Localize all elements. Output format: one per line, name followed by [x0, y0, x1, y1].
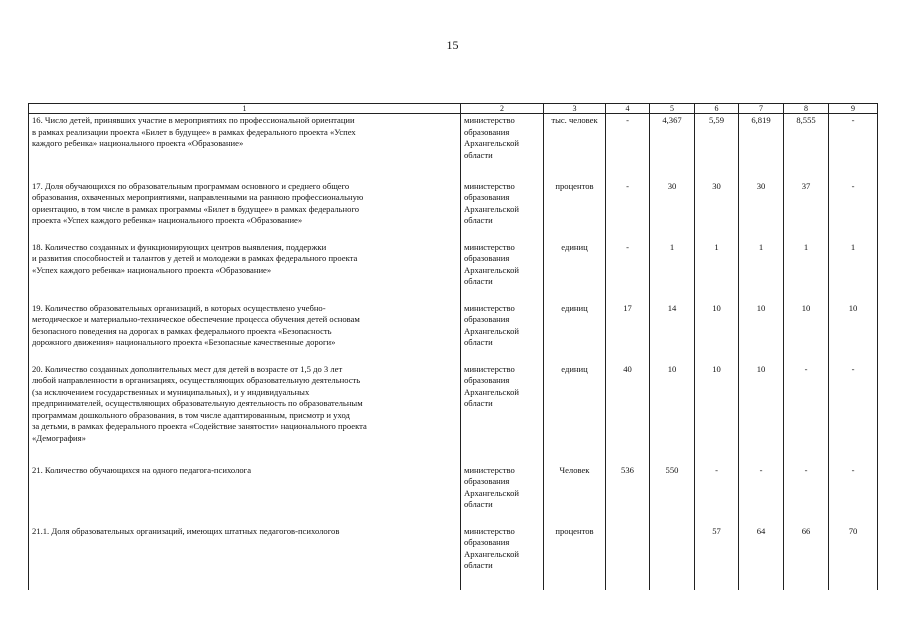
column-header: 1 [29, 104, 461, 114]
column-header: 3 [544, 104, 606, 114]
value-cell: 6,819 [739, 114, 784, 175]
value-cell: 10 [650, 358, 695, 459]
responsible-ministry-cell: министерство образования Архангельской области [461, 114, 544, 175]
value-cell: 40 [606, 358, 650, 459]
value-cell: 64 [739, 520, 784, 590]
responsible-ministry-cell: министерство образования Архангельской области [461, 358, 544, 459]
table-header-row [29, 104, 878, 114]
table-row [29, 520, 878, 590]
table-body [29, 104, 878, 590]
indicator-name-cell: 19. Количество образовательных организаций, в которых осуществлено учебно- методическое и материально-техническое обеспечение процесса обучения детей основам безопасного поведения на дорогах в рамках федерального проекта «Безопасность дорожного движения» национального проекта «Безопасные качественные дороги» [29, 297, 461, 358]
value-cell: - [606, 175, 650, 236]
value-cell: 4,367 [650, 114, 695, 175]
value-cell: 10 [739, 297, 784, 358]
unit-cell: единиц [544, 236, 606, 297]
responsible-ministry-cell: министерство образования Архангельской области [461, 297, 544, 358]
responsible-ministry-cell: министерство образования Архангельской области [461, 520, 544, 590]
unit-cell: единиц [544, 297, 606, 358]
unit-cell: единиц [544, 358, 606, 459]
value-cell: - [829, 459, 878, 520]
value-cell: 550 [650, 459, 695, 520]
responsible-ministry-cell: министерство образования Архангельской области [461, 459, 544, 520]
value-cell: 57 [695, 520, 739, 590]
unit-cell: процентов [544, 175, 606, 236]
indicator-name-cell: 21. Количество обучающихся на одного педагога-психолога [29, 459, 461, 520]
value-cell: 536 [606, 459, 650, 520]
value-cell: 8,555 [784, 114, 829, 175]
indicator-name-cell: 20. Количество созданных дополнительных мест для детей в возрасте от 1,5 до 3 лет любой направленности в организациях, осуществляющих образовательную деятельность (за исключением государственных и муниципальных), и у индивидуальных предпринимателей, осуществляющих образовательную деятельность по образовательным программам дошкольного образования, в том числе адаптированным, присмотр и уход за детьми, в рамках федерального проекта «Содействие занятости» национального проекта «Демография» [29, 358, 461, 459]
value-cell: - [784, 358, 829, 459]
value-cell: 1 [650, 236, 695, 297]
value-cell: 37 [784, 175, 829, 236]
value-cell: - [784, 459, 829, 520]
value-cell: - [829, 114, 878, 175]
unit-cell: тыс. человек [544, 114, 606, 175]
value-cell: 10 [829, 297, 878, 358]
value-cell: 14 [650, 297, 695, 358]
value-cell: 10 [739, 358, 784, 459]
column-header: 9 [829, 104, 878, 114]
table-row [29, 297, 878, 358]
column-header: 7 [739, 104, 784, 114]
value-cell: 66 [784, 520, 829, 590]
value-cell: - [829, 358, 878, 459]
value-cell: - [606, 236, 650, 297]
table-row [29, 175, 878, 236]
column-header: 4 [606, 104, 650, 114]
value-cell: 5,59 [695, 114, 739, 175]
column-header: 6 [695, 104, 739, 114]
responsible-ministry-cell: министерство образования Архангельской области [461, 236, 544, 297]
value-cell: 1 [784, 236, 829, 297]
value-cell: 30 [650, 175, 695, 236]
value-cell: 10 [695, 297, 739, 358]
table-row [29, 358, 878, 459]
unit-cell: процентов [544, 520, 606, 590]
indicator-name-cell: 16. Число детей, принявших участие в мероприятиях по профессиональной ориентации в рамках реализации проекта «Билет в будущее» в рамках федерального проекта «Успех каждого ребенка» национального проекта «Образование» [29, 114, 461, 175]
value-cell: 30 [695, 175, 739, 236]
indicator-name-cell: 21.1. Доля образовательных организаций, имеющих штатных педагогов-психологов [29, 520, 461, 590]
value-cell: 10 [695, 358, 739, 459]
column-header: 2 [461, 104, 544, 114]
value-cell: - [606, 114, 650, 175]
value-cell: - [739, 459, 784, 520]
value-cell: 1 [829, 236, 878, 297]
indicator-name-cell: 17. Доля обучающихся по образовательным программам основного и среднего общего образования, охваченных мероприятиями, направленными на раннюю профессиональную ориентацию, в том числе в рамках программы «Билет в будущее» в рамках федерального проекта «Успех каждого ребенка» национального проекта «Образование» [29, 175, 461, 236]
table-row [29, 459, 878, 520]
table-row [29, 114, 878, 175]
page-number: 15 [446, 38, 459, 52]
value-cell: - [829, 175, 878, 236]
column-header: 8 [784, 104, 829, 114]
indicators-table [28, 103, 878, 590]
table-row [29, 236, 878, 297]
column-header: 5 [650, 104, 695, 114]
value-cell: 1 [739, 236, 784, 297]
value-cell [606, 520, 650, 590]
value-cell [650, 520, 695, 590]
value-cell: 70 [829, 520, 878, 590]
value-cell: - [695, 459, 739, 520]
value-cell: 10 [784, 297, 829, 358]
value-cell: 30 [739, 175, 784, 236]
indicator-name-cell: 18. Количество созданных и функционирующих центров выявления, поддержки и развития способностей и талантов у детей и молодежи в рамках федерального проекта «Успех каждого ребенка» национального проекта «Образование» [29, 236, 461, 297]
responsible-ministry-cell: министерство образования Архангельской области [461, 175, 544, 236]
value-cell: 1 [695, 236, 739, 297]
unit-cell: Человек [544, 459, 606, 520]
value-cell: 17 [606, 297, 650, 358]
